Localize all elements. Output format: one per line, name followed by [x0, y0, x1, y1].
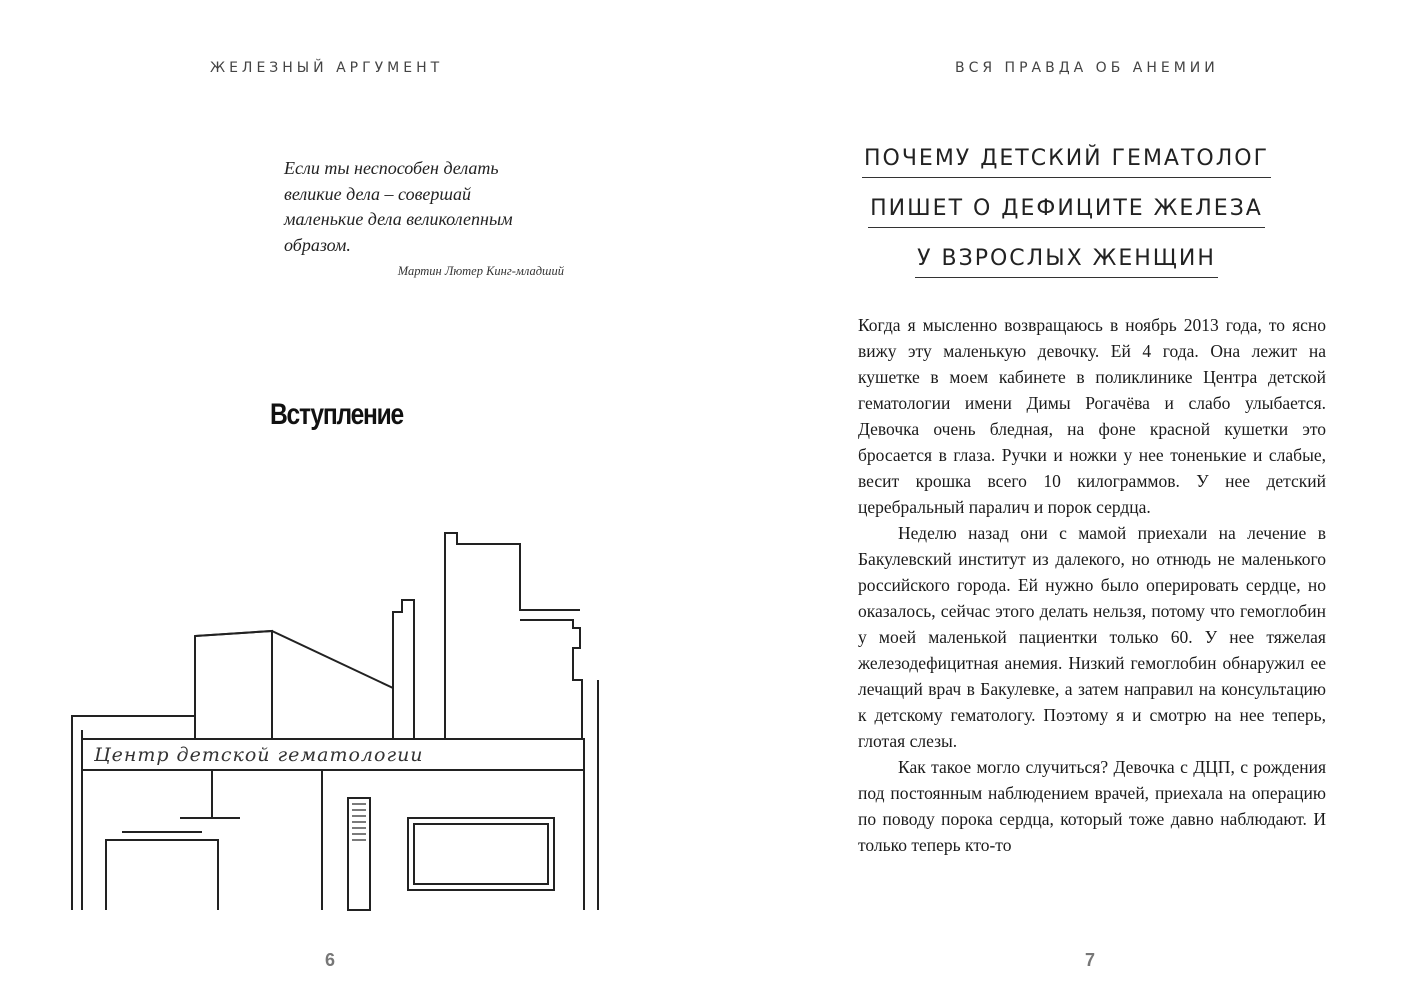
paragraph: Неделю назад они с мамой приехали на лечение в Бакулевский институт из далекого, но отнюдь не маленького российского города. Ей нужно было оперировать сердце, но оказалось, сейчас этого делать нельзя, потому что гемоглобин у моей маленькой пациентки только 60. У нее тяжелая железодефицитная анемия. Низкий гемоглобин обнаружил ее лечащий врач в Бакулевке, а затем направил на консультацию к детскому гематологу. Поэтому я и смотрю на нее теперь, глотая слезы.: [858, 523, 1326, 751]
building-tower-step: [393, 600, 414, 739]
building-left-block: [195, 631, 272, 739]
building-left-roof: [195, 631, 272, 636]
shop-window-outer: [408, 818, 554, 890]
shop-window-inner: [414, 824, 548, 884]
right-page: [711, 0, 1422, 1000]
chapter-title-line: ПОЧЕМУ ДЕТСКИЙ ГЕМАТОЛОГ: [862, 146, 1271, 178]
paragraph: Когда я мысленно возвращаюсь в ноябрь 2013 года, то ясно вижу эту маленькую девочку. Ей 4 года. Она лежит на кушетке в моем кабинете в поликлинике Центра детской гематологии имени Димы Рогачёва и слабо улыбается. Девочка очень бледная, на фоне красной кушетки это бросается в глаза. Ручки и ножки у нее тоненькие и слабые, весит крошка всего 10 килограммов. У нее детский церебральный паралич и порок сердца.: [858, 315, 1326, 517]
epigraph-text: Если ты неспособен делать великие дела – совершай маленькие дела великолепным образом.: [284, 158, 513, 255]
chapter-title-line: ПИШЕТ О ДЕФИЦИТЕ ЖЕЛЕЗА: [868, 196, 1265, 228]
running-head-left: ЖЕЛЕЗНЫЙ АРГУМЕНТ: [210, 60, 444, 76]
page-number-left: 6: [325, 950, 336, 970]
building-slope: [272, 631, 393, 739]
chapter-title: [711, 146, 1422, 296]
running-head-right: ВСЯ ПРАВДА ОБ АНЕМИИ: [955, 60, 1219, 76]
pillar: [348, 798, 370, 910]
building-right-wing: [520, 620, 582, 739]
building-tower: [445, 533, 580, 739]
chapter-title-line: У ВЗРОСЛЫХ ЖЕНЩИН: [915, 246, 1218, 278]
paragraph: Как такое могло случиться? Девочка с ДЦП, с рождения под постоянным наблюдением врачей, приехала на операцию по поводу порока сердца, который тоже давно наблюдают. И только теперь кто-то: [858, 757, 1326, 855]
pillar-stripes: [352, 804, 366, 840]
section-title: Вступление: [270, 398, 403, 431]
epigraph: [284, 156, 584, 279]
building-line-drawing: [60, 520, 620, 920]
body-text: [858, 312, 1326, 858]
page-number-right: 7: [1085, 950, 1096, 970]
door-frame: [106, 840, 218, 910]
sign-text: Центр детской гематологии: [94, 744, 424, 766]
epigraph-author: Мартин Лютер Кинг-младший: [397, 264, 564, 278]
building-illustration: [60, 520, 620, 920]
